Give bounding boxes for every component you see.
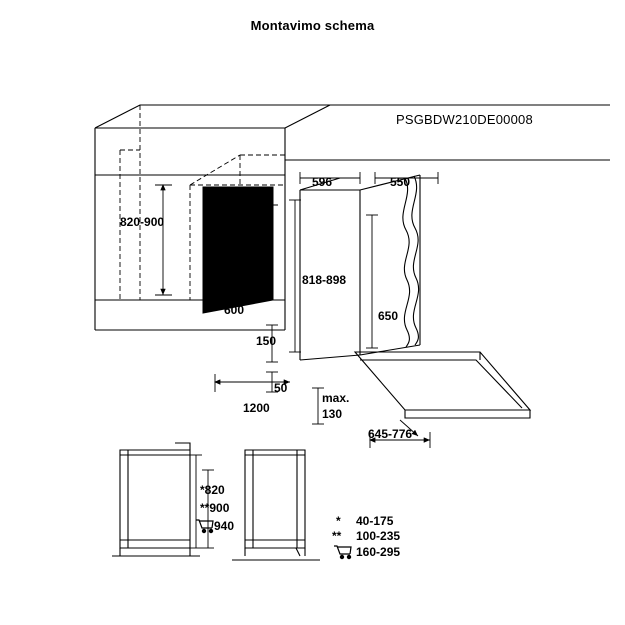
legend-marker-2: ** [332, 529, 342, 543]
label-top-width: 596 [312, 175, 333, 189]
cart-icon [196, 520, 213, 533]
label-door-open-range: 645-776 [368, 427, 413, 441]
label-front-height-3: 940 [214, 519, 235, 533]
legend-marker-1: * [336, 514, 341, 528]
label-niche-depth-min: min. 550 [218, 199, 267, 213]
front-elevation-left [112, 443, 200, 556]
appliance-body [300, 175, 420, 360]
upper-assembly [95, 105, 610, 330]
front-elevation-right [232, 450, 320, 560]
open-door-panel [355, 352, 530, 418]
legend-cart-icon [334, 546, 351, 559]
label-niche-height: 820-900 [120, 215, 165, 229]
legend-value-1: 40-175 [356, 514, 394, 528]
model-code: PSGBDW210DE00008 [396, 112, 533, 127]
label-max-value: 130 [322, 407, 343, 421]
label-niche-width: 600 [224, 303, 245, 317]
label-max: max. [322, 391, 350, 405]
label-door-offset: 150 [256, 334, 277, 348]
legend-value-2: 100-235 [356, 529, 401, 543]
label-appliance-height: 818-898 [302, 273, 347, 287]
label-top-depth: 550 [390, 175, 411, 189]
page-title: Montavimo schema [250, 18, 375, 33]
label-front-height-1: *820 [200, 483, 225, 497]
label-floor-depth: 1200 [243, 401, 270, 415]
label-plinth: 50 [274, 381, 288, 395]
label-body-height: 650 [378, 309, 399, 323]
legend-value-3: 160-295 [356, 545, 401, 559]
label-front-height-2: **900 [200, 501, 230, 515]
